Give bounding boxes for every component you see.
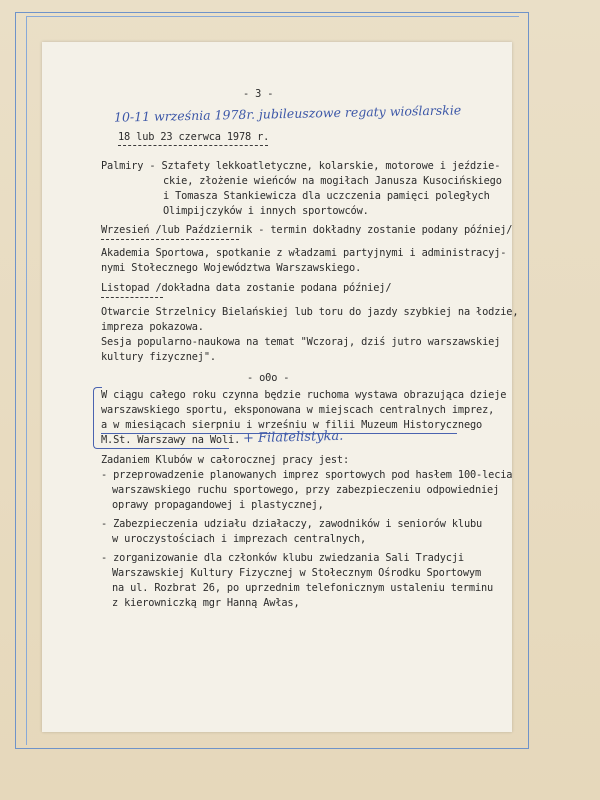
handwritten-heading: 10-11 września 1978r. jubileuszowe regaty wioślarskie [113, 102, 462, 125]
september-heading: Wrzesień /lub Październik - termin dokładny zostanie podany później/ [101, 224, 513, 236]
exhibition-line-2: warszawskiego sportu, eksponowana w miejscach centralnych imprez, [101, 404, 495, 416]
task-3-line-2: Warszawskiej Kultury Fizycznej w Stołecznym Ośrodku Sportowym [112, 567, 482, 579]
tasks-intro: Zadaniem Klubów w całorocznej pracy jest: [101, 454, 350, 466]
exhibition-underline-2 [101, 448, 229, 449]
task-3-line-4: z kierowniczką mgr Hanną Awłas, [112, 597, 300, 609]
task-3-line-3: na ul. Rozbrat 26, po uprzednim telefonicznym ustaleniu terminu [112, 582, 494, 594]
handwritten-addition: + Filatelistyka. [242, 428, 344, 447]
november-line-2: impreza pokazowa. [101, 321, 204, 333]
november-underline [101, 297, 163, 298]
section-separator: - o0o - [247, 372, 290, 384]
september-underline [101, 239, 239, 240]
palmiry-line-1: Palmiry - Sztafety lekkoatletyczne, kolarskie, motorowe i jeździe- [101, 160, 501, 172]
palmiry-line-4: Olimpijczyków i innych sportowców. [163, 205, 369, 217]
task-1-line-3: oprawy propagandowej i plastycznej, [112, 499, 324, 511]
palmiry-line-2: ckie, złożenie wieńców na mogiłach Janusza Kusocińskiego [163, 175, 502, 187]
november-heading: Listopad /dokładna data zostanie podana później/ [101, 282, 392, 294]
palmiry-line-3: i Tomasza Stankiewicza dla uczczenia pamięci poległych [163, 190, 490, 202]
exhibition-line-3: a w miesiącach sierpniu i wrześniu w filii Muzeum Historycznego [101, 419, 483, 431]
task-1-line-2: warszawskiego ruchu sportowego, przy zabezpieczeniu odpowiedniej [112, 484, 500, 496]
date-underline [118, 145, 268, 146]
typed-page [42, 42, 512, 732]
task-2-line-2: w uroczystościach i imprezach centralnych, [112, 533, 367, 545]
task-3-line-1: - zorganizowanie dla członków klubu zwiedzania Sali Tradycji [101, 552, 464, 564]
date-line: 18 lub 23 czerwca 1978 r. [118, 131, 270, 143]
november-line-4: kultury fizycznej". [101, 351, 216, 363]
exhibition-line-4: M.St. Warszawy na Woli. [101, 434, 241, 446]
september-line-1: Akademia Sportowa, spotkanie z władzami partyjnymi i administracyj- [101, 247, 507, 259]
exhibition-line-1: W ciągu całego roku czynna będzie ruchoma wystawa obrazująca dzieje [101, 389, 507, 401]
september-line-2: nymi Stołecznego Województwa Warszawskiego. [101, 262, 362, 274]
task-2-line-1: - Zabezpieczenia udziału działaczy, zawodników i seniorów klubu [101, 518, 483, 530]
task-1-line-1: - przeprowadzenie planowanych imprez sportowych pod hasłem 100-lecia [101, 469, 513, 481]
november-line-1: Otwarcie Strzelnicy Bielańskiej lub toru do jazdy szybkiej na łodzie, [101, 306, 519, 318]
november-line-3: Sesja popularno-naukowa na temat "Wczoraj, dziś jutro warszawskiej [101, 336, 501, 348]
page-number: - 3 - [243, 88, 274, 100]
